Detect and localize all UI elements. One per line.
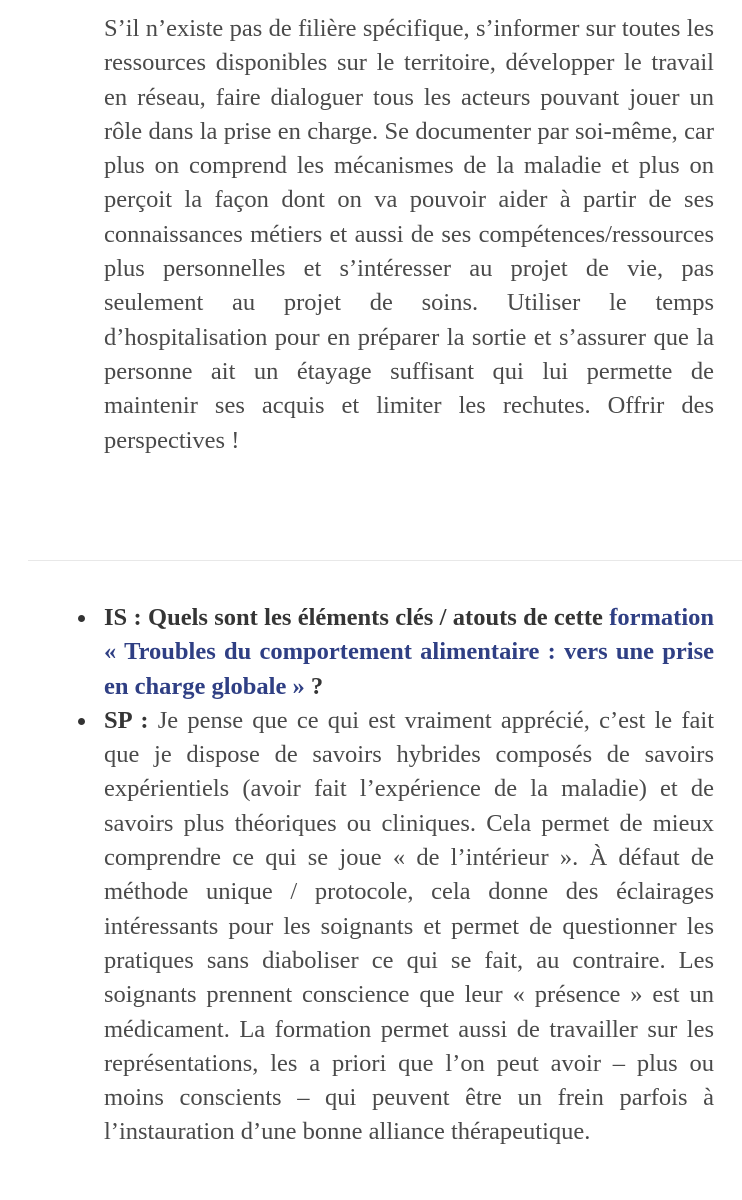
bullet-icon <box>78 718 85 725</box>
answer-item <box>104 704 714 1150</box>
question-speaker: IS : <box>104 604 142 631</box>
answer-speaker: SP : <box>104 706 149 734</box>
interview-list <box>0 601 742 1150</box>
section-divider <box>28 560 742 561</box>
question-item <box>104 601 714 704</box>
question-text: Quels sont les éléments clés / atouts de cette <box>148 604 603 631</box>
training-link[interactable]: formation « Troubles du comportement alimentaire : vers une prise en charge globale » <box>104 604 715 700</box>
bullet-icon <box>78 615 85 622</box>
answer-text: Je pense que ce qui est vraiment apprécié, c’est le fait que je dispose de savoirs hybrides composés de savoirs expérientiels (avoir fait l’expérience de la maladie) et de savoirs plus théoriques ou cliniques. Cela permet de mieux comprendre ce qui se joue « de l’intérieur ». À défaut de méthode unique / protocole, cela donne des éclairages intéressants pour les soignants et permet de questionner les pratiques sans diaboliser ce qui se fait, au contraire. Les soignants prennent conscience que leur « présence » est un médicament. La formation permet aussi de travailler sur les représentations, les a priori que l’on peut avoir – plus ou moins conscients – qui peuvent être un frein parfois à l’instauration d’une bonne alliance thérapeutique. <box>104 706 714 1146</box>
intro-paragraph: S’il n’existe pas de filière spécifique, s’informer sur toutes les ressources disponibles sur le territoire, développer le travail en réseau, faire dialoguer tous les acteurs pouvant jouer un rôle dans la prise en charge. Se documenter par soi-même, car plus on comprend les mécanismes de la maladie et plus on perçoit la façon dont on va pouvoir aider à partir de ses connaissances métiers et aussi de ses compétences/ressources plus personnelles et s’intéresser au projet de vie, pas seulement au projet de soins. Utiliser le temps d’hospitalisation pour en préparer la sortie et s’assurer que la personne ait un étayage suffisant qui lui permette de maintenir ses acquis et limiter les rechutes. Offrir des perspectives ! <box>104 15 714 454</box>
question-mark: ? <box>304 672 324 700</box>
